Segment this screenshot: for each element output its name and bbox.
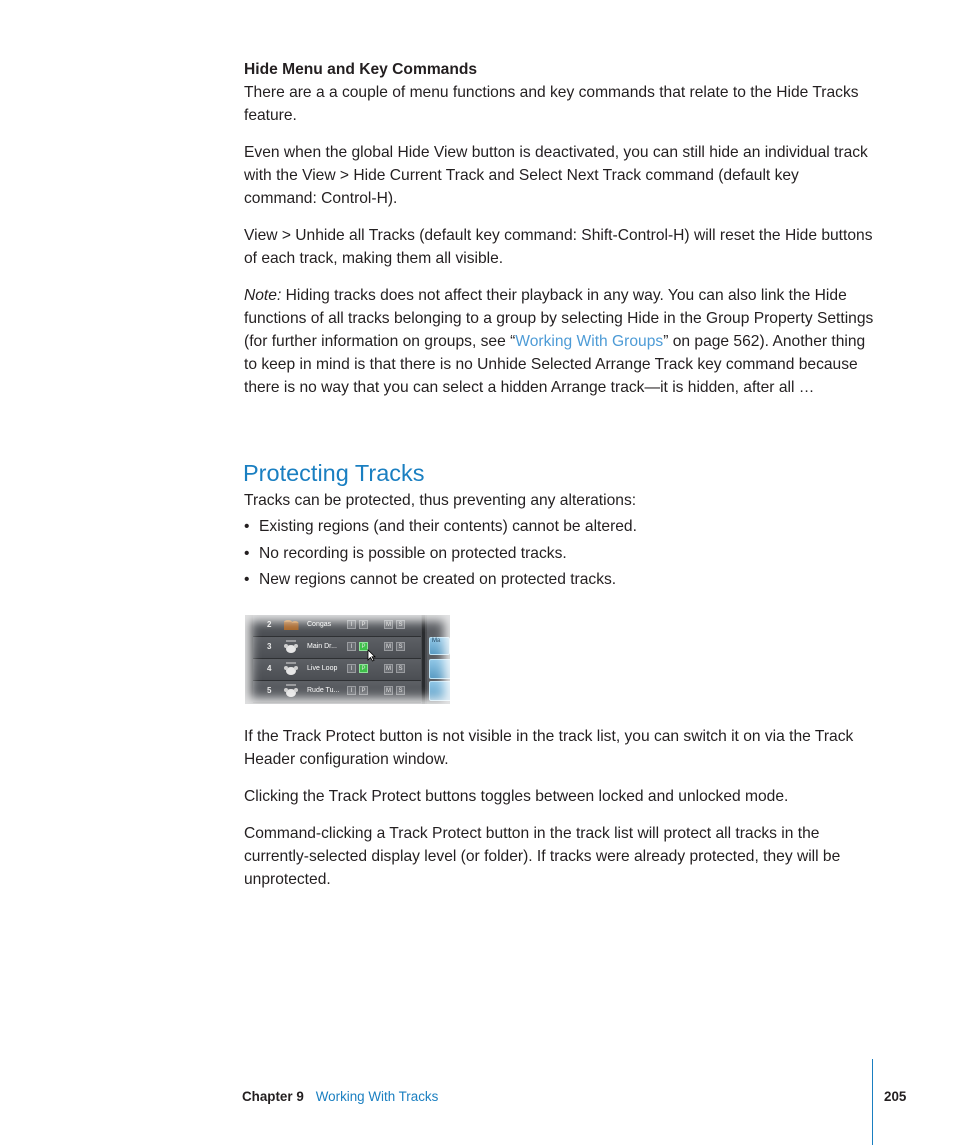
paragraph-text: There are a a couple of menu functions and key commands that relate to the Hide Tracks feature. [244, 84, 859, 124]
track-solo-button[interactable]: S [396, 642, 405, 651]
paragraph [244, 81, 874, 127]
track-name: Rude Tu... [307, 687, 340, 694]
paragraph [244, 822, 874, 891]
track-name: Live Loop [307, 665, 338, 672]
mouse-pointer-icon [367, 649, 376, 662]
section-title: Protecting Tracks [243, 460, 425, 486]
chapter-label: Chapter 9 [242, 1089, 304, 1104]
track-mute-button[interactable]: M [386, 644, 391, 650]
track-name: Congas [307, 621, 332, 628]
note-text [244, 284, 874, 399]
paragraph-text: Clicking the Track Protect buttons toggles between locked and unlocked mode. [244, 788, 789, 805]
list-item: • New regions cannot be created on protected tracks. [244, 571, 617, 588]
paragraph-text: Command-clicking a Track Protect button in the track list will protect all tracks in the currently-selected display level (or folder). If tracks were already protected, they will be unprotected. [244, 825, 841, 888]
list-item: • No recording is possible on protected tracks. [244, 545, 567, 562]
note-text-part: Hiding tracks does not affect their playback in any way. You can also link the Hide functions of all tracks belonging to a group by selecting Hide in the Group Property Settings (for further information on groups, see “ [244, 287, 874, 350]
drum-kit-icon [283, 684, 299, 698]
track-solo-button[interactable]: S [396, 620, 405, 629]
track-solo-button[interactable]: S [396, 664, 405, 673]
track-row [253, 659, 421, 681]
working-with-groups-link[interactable]: Working With Groups [515, 333, 664, 350]
arrange-region[interactable] [429, 659, 450, 679]
list-item-text: No recording is possible on protected tracks. [259, 545, 567, 562]
page-number: 205 [884, 1089, 907, 1104]
track-number: 5 [267, 686, 272, 695]
paragraph [244, 141, 874, 210]
track-protect-button[interactable]: P [359, 664, 368, 673]
track-info-button[interactable]: I [347, 664, 356, 673]
arrange-region[interactable] [429, 681, 450, 701]
track-protect-button[interactable]: P [359, 620, 368, 629]
paragraph [244, 725, 874, 771]
arrange-region[interactable]: Ma [429, 637, 450, 655]
track-list-screenshot [245, 615, 450, 704]
track-number: 4 [267, 664, 272, 673]
track-mute-button[interactable]: M [386, 622, 391, 628]
track-info-button[interactable]: I [347, 686, 356, 695]
list-item: • Existing regions (and their contents) cannot be altered. [244, 518, 637, 535]
section-subheading: Hide Menu and Key Commands [244, 61, 478, 78]
paragraph [244, 785, 874, 808]
track-row [253, 615, 421, 637]
track-protect-button[interactable]: P [359, 642, 368, 651]
note-text-part: ” on page 562). Another thing to keep in mind is that there is no Unhide Selected Arrange Track key command because there is no way that you can select a hidden Arrange track—it is hidden, after all … [244, 333, 866, 396]
list-item-text: Existing regions (and their contents) cannot be altered. [259, 518, 637, 535]
chapter-title-link[interactable]: Working With Tracks [315, 1089, 439, 1104]
track-mute-button[interactable]: M [386, 666, 391, 672]
note-paragraph [244, 284, 874, 399]
track-mute-button[interactable]: M [386, 688, 391, 694]
paragraph-text: Even when the global Hide View button is deactivated, you can still hide an individual track with the View > Hide Current Track and Select Next Track command (default key command: Control-H). [244, 144, 868, 207]
footer-chapter [242, 1087, 438, 1107]
drum-kit-icon [283, 662, 299, 676]
paragraph-text: If the Track Protect button is not visible in the track list, you can switch it on via the Track Header configuration window. [244, 728, 854, 768]
paragraph [244, 489, 874, 512]
drum-kit-icon [283, 640, 299, 654]
track-info-button[interactable]: I [347, 620, 356, 629]
track-solo-button[interactable]: S [396, 686, 405, 695]
paragraph-text: Tracks can be protected, thus preventing any alterations: [244, 492, 637, 509]
track-name: Main Dr... [307, 643, 337, 650]
footer-divider [872, 1059, 873, 1145]
track-info-button[interactable]: I [347, 642, 356, 651]
track-row [253, 637, 421, 659]
track-list-divider[interactable] [422, 615, 425, 704]
note-label: Note: [244, 287, 282, 304]
paragraph [244, 224, 874, 270]
list-item-text: New regions cannot be created on protected tracks. [259, 571, 617, 588]
track-protect-button[interactable]: P [359, 686, 368, 695]
track-row [253, 681, 421, 703]
track-number: 3 [267, 642, 272, 651]
paragraph-text: View > Unhide all Tracks (default key command: Shift-Control-H) will reset the Hide buttons of each track, making them all visible. [244, 227, 873, 267]
congas-icon [283, 618, 299, 632]
track-number: 2 [267, 620, 272, 629]
